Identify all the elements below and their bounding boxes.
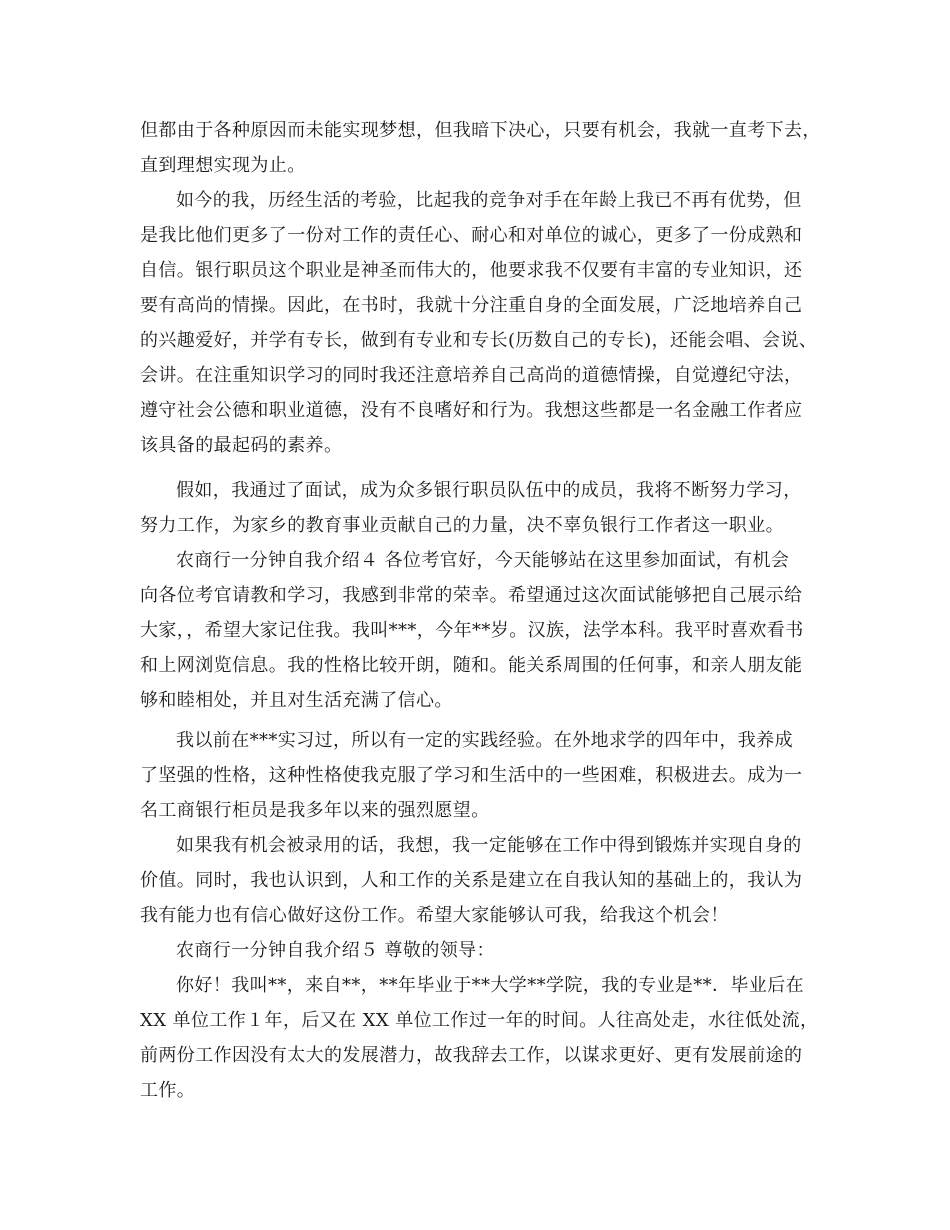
text-line: 我有能力也有信心做好这份工作。希望大家能够认可我，给我这个机会！: [140, 905, 729, 926]
text-line: 和上网浏览信息。我的性格比较开朗，随和。能关系周围的任何事，和亲人朋友能: [140, 655, 803, 676]
text-line: 农商行一分钟自我介绍５ 尊敬的领导：: [176, 940, 495, 961]
text-line: 你好！我叫**，来自**，**年毕业于**大学**学院，我的专业是**．毕业后在: [176, 975, 804, 996]
text-line: 我以前在***实习过，所以有一定的实践经验。在外地求学的四年中，我养成: [176, 730, 793, 751]
text-line: 但都由于各种原因而未能实现梦想，但我暗下决心，只要有机会，我就一直考下去，: [140, 120, 821, 141]
text-line: 是我比他们更多了一份对工作的责任心、耐心和对单位的诚心，更多了一份成熟和: [140, 225, 803, 246]
text-line: 的兴趣爱好，并学有专长，做到有专业和专长(历数自己的专长)，还能会唱、会说、: [140, 330, 818, 351]
text-line: 价值。同时，我也认识到，人和工作的关系是建立在自我认知的基础上的，我认为: [140, 870, 803, 891]
text-line: 了坚强的性格，这种性格使我克服了学习和生活中的一些困难，积极进去。成为一: [140, 765, 803, 786]
text-line: 假如，我通过了面试，成为众多银行职员队伍中的成员，我将不断努力学习，: [176, 480, 802, 501]
text-line: 努力工作，为家乡的教育事业贡献自己的力量，决不辜负银行工作者这一职业。: [140, 515, 784, 536]
text-line: 遵守社会公德和职业道德，没有不良嗜好和行为。我想这些都是一名金融工作者应: [140, 400, 803, 421]
text-line: 工作。: [140, 1080, 196, 1101]
text-line: 如果我有机会被录用的话，我想，我一定能够在工作中得到锻炼并实现自身的: [176, 835, 802, 856]
text-line: 自信。银行职员这个职业是神圣而伟大的，他要求我不仅要有丰富的专业知识，还: [140, 260, 803, 281]
text-line: 够和睦相处，并且对生活充满了信心。: [140, 690, 453, 711]
text-line: 会讲。在注重知识学习的同时我还注意培养自己高尚的道德情操，自觉遵纪守法，: [140, 365, 803, 386]
text-line: 前两份工作因没有太大的发展潜力，故我辞去工作，以谋求更好、更有发展前途的: [140, 1045, 803, 1066]
text-line: 农商行一分钟自我介绍４ 各位考官好，今天能够站在这里参加面试，有机会: [176, 550, 790, 571]
text-line: 向各位考官请教和学习，我感到非常的荣幸。希望通过这次面试能够把自己展示给: [140, 585, 803, 606]
text-line: 直到理想实现为止。: [140, 155, 306, 176]
text-line: 名工商银行柜员是我多年以来的强烈愿望。: [140, 800, 490, 821]
text-line: 该具备的最起码的素养。: [140, 435, 343, 456]
text-line: XX 单位工作１年，后又在 XX 单位工作过一年的时间。人往高处走，水往低处流，: [140, 1010, 819, 1031]
text-line: 要有高尚的情操。因此，在书时，我就十分注重自身的全面发展，广泛地培养自己: [140, 295, 803, 316]
text-line: 大家，，希望大家记住我。我叫***，今年**岁。汉族，法学本科。我平时喜欢看书: [140, 620, 804, 641]
text-line: 如今的我，历经生活的考验，比起我的竞争对手在年龄上我已不再有优势，但: [176, 190, 802, 211]
